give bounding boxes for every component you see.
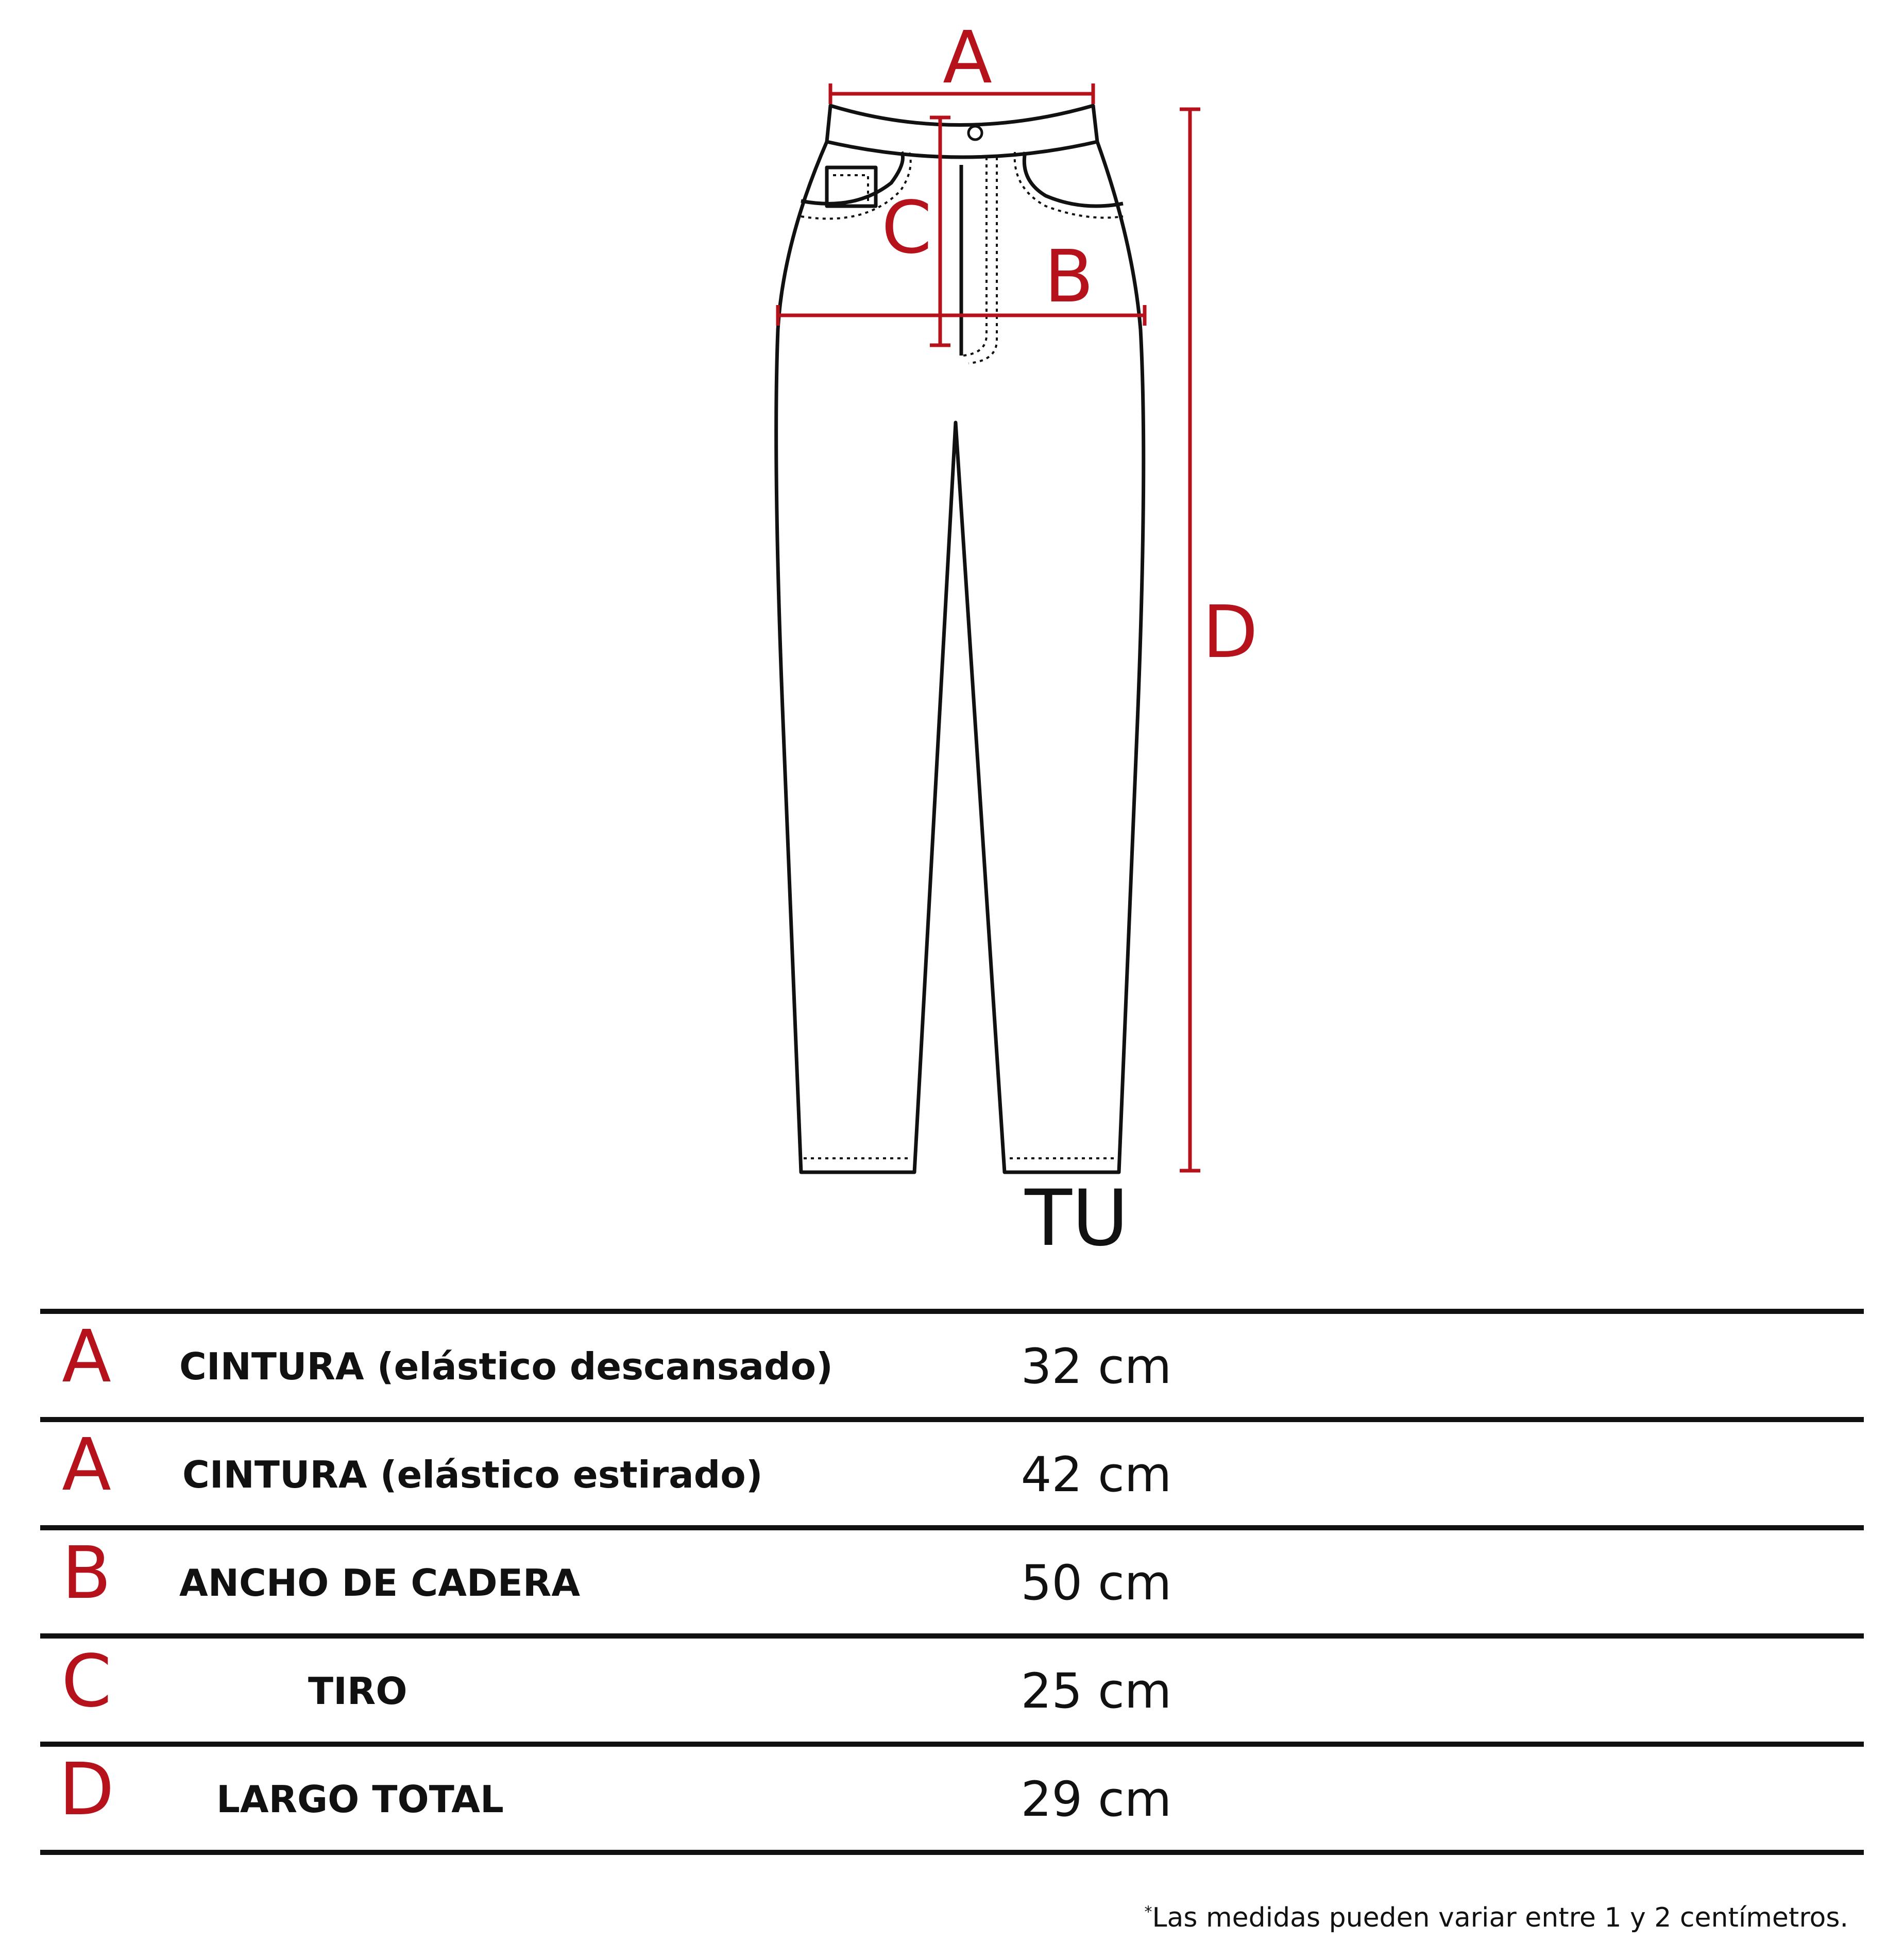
row-label: CINTURA (elástico descansado) [179, 1345, 833, 1388]
table-rule [40, 1417, 1864, 1422]
row-label: CINTURA (elástico estirado) [182, 1453, 763, 1496]
table-rule [40, 1850, 1864, 1855]
table-row [40, 1530, 1864, 1633]
dimension-c-letter: C [881, 186, 932, 270]
measurement-lines [778, 83, 1200, 1171]
table-row [40, 1314, 1864, 1417]
table-rule [40, 1525, 1864, 1530]
table-rule [40, 1309, 1864, 1314]
row-label: TIRO [308, 1669, 407, 1713]
button-icon [968, 126, 982, 140]
footnote-text: Las medidas pueden variar entre 1 y 2 centímetros. [1152, 1902, 1848, 1933]
footnote [1145, 1902, 1848, 1933]
row-letter: D [59, 1748, 114, 1832]
waistband [827, 106, 1097, 157]
dimension-c-line [930, 117, 950, 345]
size-label: TU [1025, 1174, 1129, 1263]
table-rule [40, 1633, 1864, 1639]
row-label: LARGO TOTAL [216, 1778, 504, 1821]
dimension-d-line [1180, 109, 1200, 1171]
row-value: 29 cm [1021, 1771, 1172, 1828]
row-value: 25 cm [1021, 1663, 1172, 1719]
table-row [40, 1422, 1864, 1525]
footnote-asterisk: * [1144, 1903, 1152, 1921]
dimension-d-letter: D [1202, 590, 1258, 674]
table-row [40, 1639, 1864, 1742]
dimension-b-letter: B [1044, 235, 1094, 319]
fly-stitch-inner [968, 157, 997, 363]
row-value: 32 cm [1021, 1339, 1172, 1395]
table-row [40, 1747, 1864, 1850]
row-value: 50 cm [1021, 1555, 1172, 1611]
row-letter: B [61, 1531, 112, 1615]
dimension-a-letter: A [943, 16, 992, 100]
row-label: ANCHO DE CADERA [179, 1561, 581, 1605]
fly-stitch [963, 157, 987, 356]
size-table [40, 1309, 1864, 1855]
table-rule [40, 1742, 1864, 1747]
row-letter: A [62, 1423, 111, 1507]
row-letter: C [61, 1640, 112, 1724]
row-value: 42 cm [1021, 1447, 1172, 1503]
row-letter: A [62, 1315, 111, 1399]
